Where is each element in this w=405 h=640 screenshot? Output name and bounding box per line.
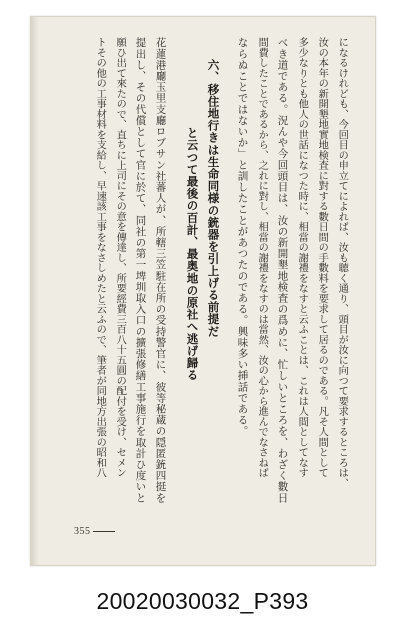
section-heading-line-2: と云つて最後の百計、最奥地の原社へ逃げ歸る [185, 127, 200, 382]
text-column: 願ひ出て來たので、直ちに上司にその意を傳達し、所要經費三百八十五圓の配付を受け、セメン [114, 37, 127, 478]
text-column: 提出し、その代償として官に於て、同社の第一埤圳取入口の擴張修繕工事施行を取計ひ度いと [134, 37, 147, 504]
section-heading-line-1: 六、移住地行きは生命同様の銃器を引上げる前提だ [206, 59, 221, 338]
text-column: 汝の本年の新開墾地實地検査に對する數日間の手數料を要求して居るのである。凡そ人間として [316, 37, 329, 478]
page-number-value: 355 [74, 526, 91, 537]
text-column: ならぬことではないか」と訓したことがあつたのである。興味多い挿話である。 [236, 37, 249, 437]
text-column: 間費したことであるから、之れに對し、相當の謝禮をなすのは當然、汝の心から進んでなさねば [256, 37, 269, 478]
text-column: 多少なりとも他人の世話になつた時に、相當の謝禮をなすと云ふことは、これは人間としてなす [296, 37, 309, 478]
book-page [30, 16, 376, 566]
page-number [74, 526, 115, 537]
text-column: トその他の工事材料を支給し、早速該工事をなさしめたと云ふので、筆者が同地方出張の昭和八 [94, 37, 107, 478]
page-number-rule [93, 531, 115, 532]
text-column: 花蓮港廳玉里支廳ロブサン社蕃人が、所轄三笠駐在所の受持警官に、彼等秘蔵の隠匿銃四挺を [154, 37, 167, 504]
text-column: になるけれども、今回目の申立てによれば、汝も聴く通り、頭目が汝に向つて要求するところは、 [336, 37, 349, 488]
image-caption: 20020030032_P393 [96, 588, 309, 614]
text-column: べき道である。況んや今回頭目は、汝の新開墾地検査の爲めに、忙しいところを、わざく數日 [276, 37, 289, 504]
page-binding-shadow [31, 17, 39, 565]
